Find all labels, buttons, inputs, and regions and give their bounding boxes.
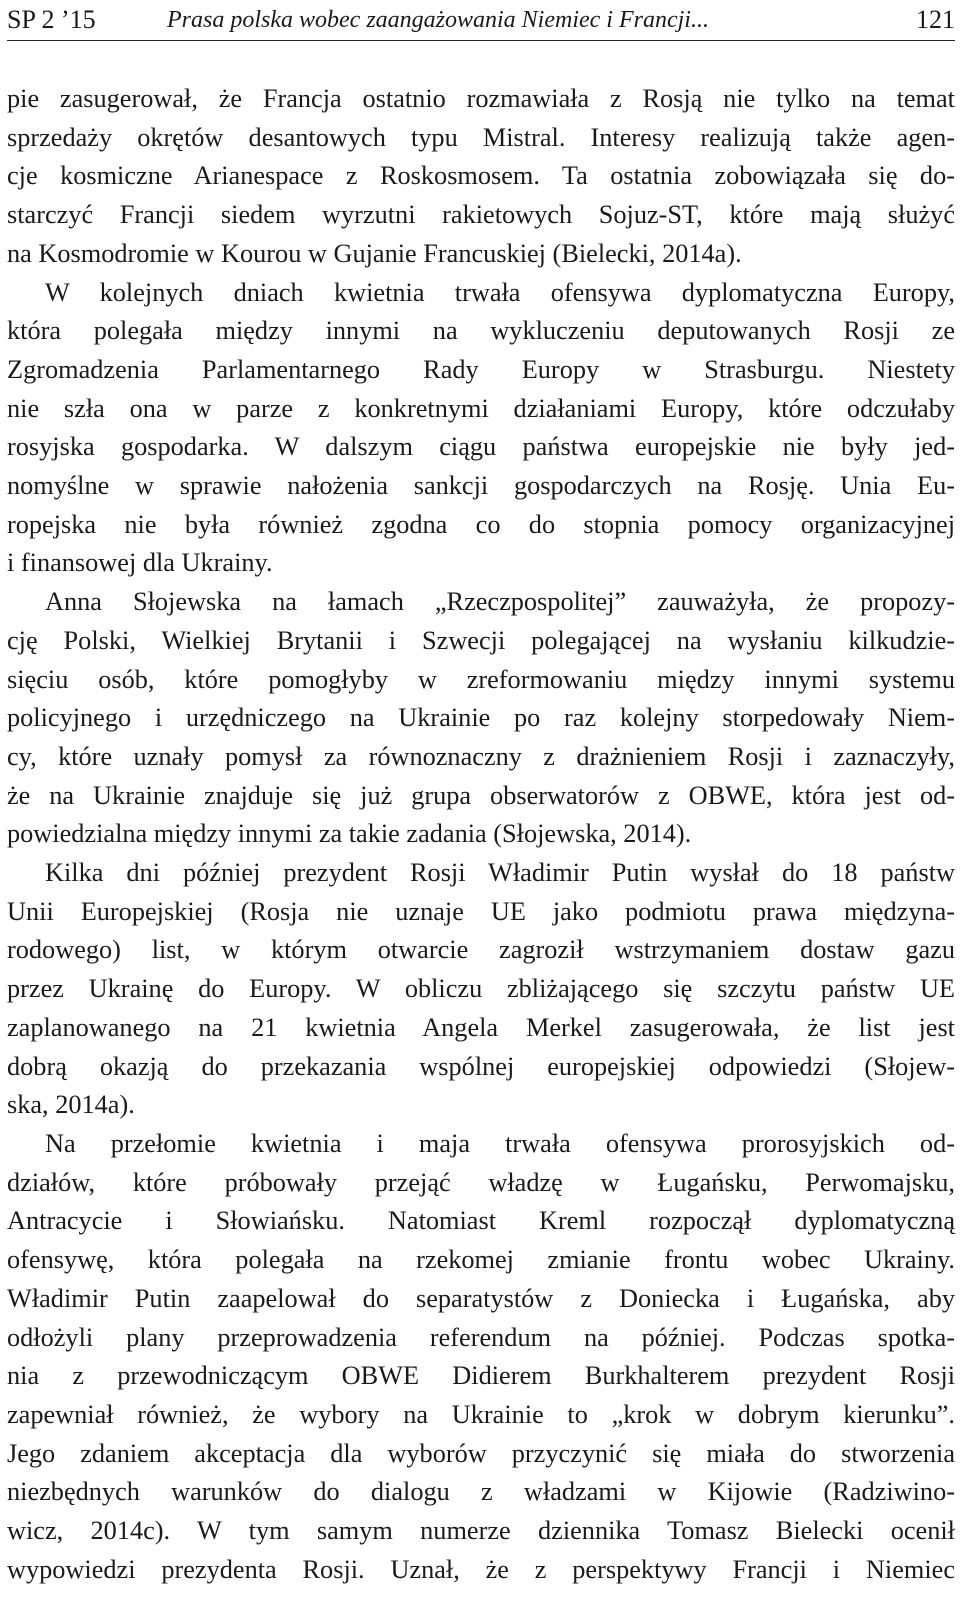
running-title: Prasa polska wobec zaangażowania Niemiec i Francji... <box>167 7 709 33</box>
text-line: Zgromadzenia Parlamentarnego Rady Europy w Strasburgu. Niestety <box>7 354 955 384</box>
text-line: sprzedaży okrętów desantowych typu Mistral. Interesy realizują także agen- <box>7 122 955 152</box>
text-line: cję Polski, Wielkiej Brytanii i Szwecji polegającej na wysłaniu kilkudzie- <box>7 625 955 655</box>
text-line: niezbędnych warunków do dialogu z władzami w Kijowie (Radziwino- <box>7 1477 955 1507</box>
text-line: odłożyli plany przeprowadzenia referendum na później. Podczas spotka- <box>7 1322 955 1352</box>
text-line: pie zasugerował, że Francja ostatnio rozmawiała z Rosją nie tylko na temat <box>7 84 955 113</box>
text-line: ropejska nie była również zgodna co do stopnia pomocy organizacyjnej <box>7 509 955 539</box>
running-header <box>7 2 955 41</box>
text-line: cje kosmiczne Arianespace z Roskosmosem. Ta ostatnia zobowiązała się do- <box>7 161 955 191</box>
text-line: przez Ukrainę do Europy. W obliczu zbliżającego się szczytu państw UE <box>7 974 955 1004</box>
text-line: Anna Słojewska na łamach „Rzeczpospolitej” zauważyła, że propozy- <box>45 587 955 617</box>
article-body <box>7 80 955 1589</box>
text-line: która polegała między innymi na wykluczeniu deputowanych Rosji ze <box>7 316 955 346</box>
text-line: wypowiedzi prezydenta Rosji. Uznał, że z perspektywy Francji i Niemiec <box>7 1554 955 1584</box>
text-line: zapewniał również, że wybory na Ukrainie to „krok w dobrym kierunku”. <box>7 1399 955 1429</box>
text-line: nomyślne w sprawie nałożenia sankcji gospodarczych na Rosję. Unia Eu- <box>7 471 955 501</box>
text-line: rosyjska gospodarka. W dalszym ciągu państwa europejskie nie były jed- <box>7 432 955 462</box>
text-line: Jego zdaniem akceptacja dla wyborów przyczynić się miała do stworzenia <box>7 1438 955 1468</box>
text-line: sięciu osób, które pomogłyby w zreformowaniu między innymi systemu <box>7 664 955 694</box>
text-line: Władimir Putin zaapelował do separatystów z Doniecka i Ługańska, aby <box>7 1283 955 1313</box>
text-line: nia z przewodniczącym OBWE Didierem Burkhalterem prezydent Rosji <box>7 1361 955 1391</box>
text-line: Antracycie i Słowiańsku. Natomiast Kreml rozpoczął dyplomatyczną <box>7 1206 955 1236</box>
text-line: ofensywę, która polegała na rzekomej zmianie frontu wobec Ukrainy. <box>7 1245 955 1275</box>
text-line: że na Ukrainie znajduje się już grupa obserwatorów z OBWE, która jest od- <box>7 780 955 810</box>
text-line: W kolejnych dniach kwietnia trwała ofensywa dyplomatyczna Europy, <box>45 277 955 307</box>
text-line: nie szła ona w parze z konkretnymi działaniami Europy, które odczułaby <box>7 393 955 423</box>
page-number: 121 <box>916 5 955 34</box>
text-line: na Kosmodromie w Kourou w Gujanie Francuskiej (Bielecki, 2014a). <box>7 238 742 268</box>
text-line: powiedzialna między innymi za takie zadania (Słojewska, 2014). <box>7 819 692 849</box>
text-line: rodowego) list, w którym otwarcie zagroził wstrzymaniem dostaw gazu <box>7 935 955 965</box>
text-line: Na przełomie kwietnia i maja trwała ofensywa prorosyjskich od- <box>45 1128 955 1158</box>
text-line: policyjnego i urzędniczego na Ukrainie po raz kolejny storpedowały Niem- <box>7 703 955 733</box>
text-line: starczyć Francji siedem wyrzutni rakietowych Sojuz-ST, które mają służyć <box>7 200 955 230</box>
text-line: zaplanowanego na 21 kwietnia Angela Merkel zasugerowała, że list jest <box>7 1012 955 1042</box>
journal-issue: SP 2 ’15 <box>7 5 96 34</box>
text-line: Kilka dni później prezydent Rosji Władimir Putin wysłał do 18 państw <box>45 858 955 888</box>
text-line: Unii Europejskiej (Rosja nie uznaje UE jako podmiotu prawa międzyna- <box>7 896 955 926</box>
text-line: działów, które próbowały przejąć władzę w Ługańsku, Perwomajsku, <box>7 1167 955 1197</box>
text-line: cy, które uznały pomysł za równoznaczny z drażnieniem Rosji i zaznaczyły, <box>7 741 955 771</box>
text-line: wicz, 2014c). W tym samym numerze dziennika Tomasz Bielecki ocenił <box>7 1516 955 1546</box>
text-line: i finansowej dla Ukrainy. <box>7 548 273 578</box>
text-line: ska, 2014a). <box>7 1090 135 1120</box>
text-line: dobrą okazją do przekazania wspólnej europejskiej odpowiedzi (Słojew- <box>7 1051 955 1081</box>
